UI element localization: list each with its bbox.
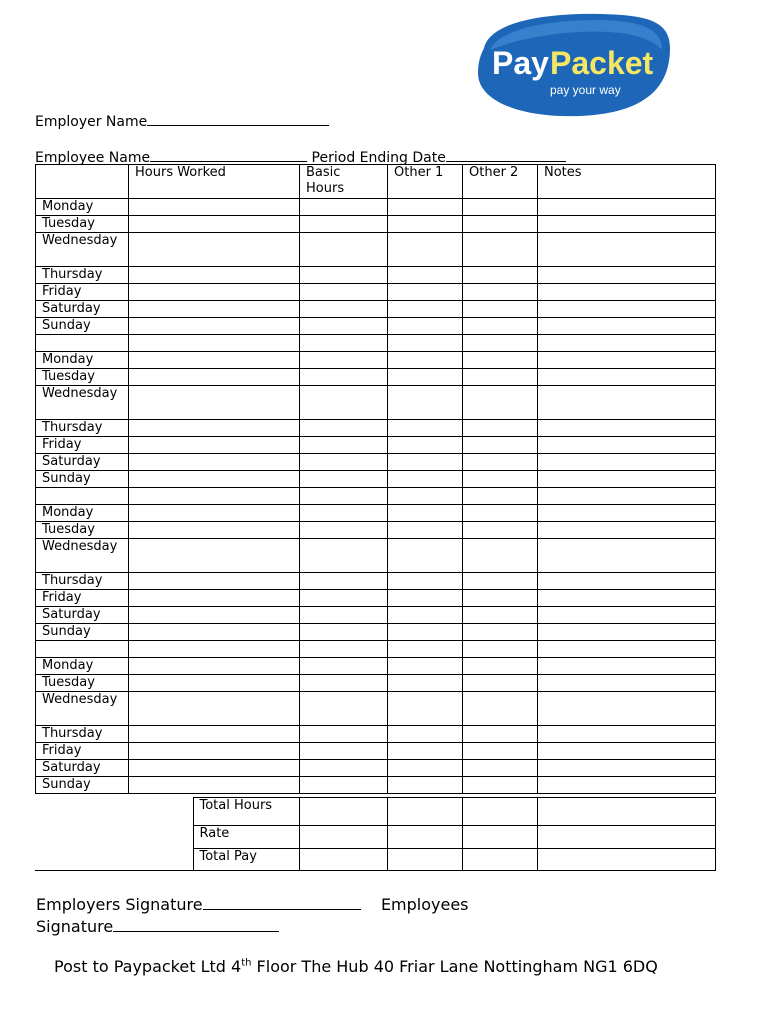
entry-cell[interactable] [463, 335, 538, 352]
day-label: Wednesday [36, 386, 129, 420]
entry-cell[interactable] [538, 454, 716, 471]
entry-cell[interactable] [463, 726, 538, 743]
entry-cell[interactable] [129, 726, 300, 743]
entry-cell[interactable] [538, 641, 716, 658]
rate-cell[interactable] [387, 826, 462, 849]
day-row [36, 386, 716, 420]
entry-cell[interactable] [463, 233, 538, 267]
employee-signature-label: Employees Signature [36, 895, 469, 936]
entry-cell[interactable] [538, 216, 716, 233]
entry-cell[interactable] [300, 692, 388, 726]
entry-cell[interactable] [129, 743, 300, 760]
day-label: Sunday [36, 318, 129, 335]
entry-cell[interactable] [129, 573, 300, 590]
entry-cell[interactable] [300, 488, 388, 505]
entry-cell[interactable] [388, 437, 463, 454]
day-row [36, 420, 716, 437]
entry-cell[interactable] [538, 199, 716, 216]
entry-cell[interactable] [129, 760, 300, 777]
rate-label: Rate [193, 826, 299, 849]
rate-cell[interactable] [299, 826, 387, 849]
day-row [36, 284, 716, 301]
entry-cell[interactable] [388, 352, 463, 369]
day-row [36, 675, 716, 692]
entry-cell[interactable] [538, 522, 716, 539]
rate-cell[interactable] [537, 826, 715, 849]
entry-cell[interactable] [300, 386, 388, 420]
entry-cell[interactable] [388, 488, 463, 505]
entry-cell[interactable] [463, 624, 538, 641]
entry-cell[interactable] [300, 369, 388, 386]
entry-cell[interactable] [300, 454, 388, 471]
entry-cell[interactable] [463, 216, 538, 233]
entry-cell[interactable] [300, 743, 388, 760]
period-ending-label: Period Ending Date [311, 150, 446, 166]
address-suffix: Floor The Hub 40 Friar Lane Nottingham NG1 6DQ [251, 957, 658, 976]
entry-cell[interactable] [300, 284, 388, 301]
employee-name-label: Employee Name [35, 150, 151, 166]
column-header: Basic Hours [300, 165, 388, 199]
day-label: Monday [36, 658, 129, 675]
day-row [36, 454, 716, 471]
day-label: Tuesday [36, 369, 129, 386]
address-sup: th [241, 957, 252, 969]
entry-cell[interactable] [388, 624, 463, 641]
entry-cell[interactable] [538, 352, 716, 369]
entry-cell[interactable] [129, 692, 300, 726]
employee-signature-line[interactable] [113, 915, 279, 932]
entry-cell[interactable] [463, 488, 538, 505]
employer-name-field[interactable] [35, 111, 329, 130]
day-label: Tuesday [36, 675, 129, 692]
day-label: Thursday [36, 726, 129, 743]
entry-cell[interactable] [538, 318, 716, 335]
entry-cell[interactable] [129, 539, 300, 573]
entry-cell[interactable] [388, 777, 463, 794]
entry-cell[interactable] [129, 352, 300, 369]
period-ending-line[interactable] [446, 147, 566, 162]
entry-cell[interactable] [300, 641, 388, 658]
day-row [36, 267, 716, 284]
day-label: Tuesday [36, 216, 129, 233]
entry-cell[interactable] [388, 301, 463, 318]
entry-cell[interactable] [129, 437, 300, 454]
address-prefix: Post to Paypacket Ltd 4 [54, 957, 242, 976]
entry-cell[interactable] [463, 454, 538, 471]
entry-cell[interactable] [129, 777, 300, 794]
entry-cell[interactable] [388, 369, 463, 386]
total-pay-cell[interactable] [387, 849, 462, 871]
entry-cell[interactable] [129, 199, 300, 216]
entry-cell[interactable] [388, 267, 463, 284]
entry-cell[interactable] [129, 658, 300, 675]
day-row [36, 318, 716, 335]
entry-cell[interactable] [538, 233, 716, 267]
entry-cell[interactable] [300, 522, 388, 539]
entry-cell[interactable] [129, 522, 300, 539]
entry-cell[interactable] [36, 335, 129, 352]
entry-cell[interactable] [538, 743, 716, 760]
entry-cell[interactable] [538, 369, 716, 386]
entry-cell[interactable] [388, 522, 463, 539]
day-label: Sunday [36, 777, 129, 794]
day-row [36, 471, 716, 488]
entry-cell[interactable] [300, 216, 388, 233]
entry-cell[interactable] [538, 488, 716, 505]
employer-signature-line[interactable] [203, 893, 361, 910]
entry-cell[interactable] [463, 692, 538, 726]
postal-address [54, 957, 658, 976]
entry-cell[interactable] [538, 386, 716, 420]
total-pay-label: Total Pay [193, 849, 299, 871]
entry-cell[interactable] [538, 437, 716, 454]
entry-cell[interactable] [463, 539, 538, 573]
entry-cell[interactable] [538, 692, 716, 726]
entry-cell[interactable] [300, 505, 388, 522]
entry-cell[interactable] [388, 607, 463, 624]
day-row [36, 437, 716, 454]
entry-cell[interactable] [388, 658, 463, 675]
entry-cell[interactable] [129, 471, 300, 488]
day-row [36, 522, 716, 539]
entry-cell[interactable] [388, 590, 463, 607]
entry-cell[interactable] [538, 658, 716, 675]
entry-cell[interactable] [388, 573, 463, 590]
entry-cell[interactable] [129, 505, 300, 522]
total-hours-cell[interactable] [299, 798, 387, 826]
entry-cell[interactable] [388, 454, 463, 471]
entry-cell[interactable] [300, 675, 388, 692]
entry-cell[interactable] [538, 539, 716, 573]
header-row [36, 165, 716, 199]
entry-cell[interactable] [129, 267, 300, 284]
day-label: Saturday [36, 301, 129, 318]
day-row [36, 233, 716, 267]
day-label: Saturday [36, 607, 129, 624]
entry-cell[interactable] [300, 199, 388, 216]
entry-cell[interactable] [129, 607, 300, 624]
entry-cell[interactable] [463, 318, 538, 335]
day-row [36, 199, 716, 216]
day-label: Wednesday [36, 539, 129, 573]
entry-cell[interactable] [129, 386, 300, 420]
entry-cell[interactable] [388, 216, 463, 233]
entry-cell[interactable] [463, 522, 538, 539]
entry-cell[interactable] [463, 658, 538, 675]
entry-cell[interactable] [463, 777, 538, 794]
day-label: Saturday [36, 454, 129, 471]
entry-cell[interactable] [300, 590, 388, 607]
entry-cell[interactable] [463, 641, 538, 658]
entry-cell[interactable] [388, 692, 463, 726]
entry-cell[interactable] [129, 233, 300, 267]
entry-cell[interactable] [129, 488, 300, 505]
entry-cell[interactable] [463, 352, 538, 369]
logo-tagline: pay your way [550, 83, 621, 97]
entry-cell[interactable] [300, 301, 388, 318]
day-label: Monday [36, 505, 129, 522]
entry-cell[interactable] [300, 335, 388, 352]
entry-cell[interactable] [129, 454, 300, 471]
entry-cell[interactable] [538, 505, 716, 522]
day-row [36, 301, 716, 318]
entry-cell[interactable] [36, 488, 129, 505]
employer-signature-label: Employers Signature [36, 895, 203, 914]
day-row [36, 624, 716, 641]
entry-cell[interactable] [129, 641, 300, 658]
day-label: Wednesday [36, 233, 129, 267]
day-row [36, 590, 716, 607]
spacer-row [36, 641, 716, 658]
timesheet-table [35, 164, 716, 794]
entry-cell[interactable] [538, 760, 716, 777]
day-label: Monday [36, 199, 129, 216]
day-row [36, 760, 716, 777]
entry-cell[interactable] [463, 437, 538, 454]
entry-cell[interactable] [388, 743, 463, 760]
entry-cell[interactable] [463, 471, 538, 488]
column-header: Notes [538, 165, 716, 199]
total-pay-cell[interactable] [462, 849, 537, 871]
entry-cell[interactable] [129, 301, 300, 318]
entry-cell[interactable] [388, 760, 463, 777]
entry-cell[interactable] [538, 573, 716, 590]
entry-cell[interactable] [388, 284, 463, 301]
entry-cell[interactable] [300, 624, 388, 641]
day-row [36, 369, 716, 386]
paypacket-logo [470, 8, 680, 123]
entry-cell[interactable] [129, 284, 300, 301]
signatures [36, 893, 506, 937]
column-header: Hours Worked [129, 165, 300, 199]
day-label: Thursday [36, 420, 129, 437]
entry-cell[interactable] [300, 437, 388, 454]
day-row [36, 692, 716, 726]
entry-cell[interactable] [463, 743, 538, 760]
day-row [36, 607, 716, 624]
entry-cell[interactable] [388, 471, 463, 488]
day-row [36, 505, 716, 522]
entry-cell[interactable] [388, 386, 463, 420]
spacer-row [36, 488, 716, 505]
entry-cell[interactable] [300, 318, 388, 335]
entry-cell[interactable] [388, 675, 463, 692]
total-hours-cell[interactable] [537, 798, 715, 826]
employer-name-label: Employer Name [35, 114, 148, 130]
entry-cell[interactable] [300, 658, 388, 675]
column-header [36, 165, 129, 199]
entry-cell[interactable] [463, 199, 538, 216]
entry-cell[interactable] [129, 335, 300, 352]
entry-cell[interactable] [463, 590, 538, 607]
day-row [36, 658, 716, 675]
day-row [36, 216, 716, 233]
entry-cell[interactable] [300, 233, 388, 267]
day-label: Friday [36, 284, 129, 301]
day-label: Friday [36, 743, 129, 760]
entry-cell[interactable] [300, 267, 388, 284]
day-row [36, 726, 716, 743]
entry-cell[interactable] [538, 726, 716, 743]
entry-cell[interactable] [300, 539, 388, 573]
total-hours-cell[interactable] [462, 798, 537, 826]
rate-cell[interactable] [462, 826, 537, 849]
entry-cell[interactable] [463, 369, 538, 386]
entry-cell[interactable] [388, 233, 463, 267]
total-hours-cell[interactable] [387, 798, 462, 826]
entry-cell[interactable] [300, 420, 388, 437]
entry-cell[interactable] [463, 420, 538, 437]
entry-cell[interactable] [300, 352, 388, 369]
entry-cell[interactable] [538, 624, 716, 641]
entry-cell[interactable] [538, 420, 716, 437]
entry-cell[interactable] [300, 573, 388, 590]
entry-cell[interactable] [538, 590, 716, 607]
column-header: Other 1 [388, 165, 463, 199]
entry-cell[interactable] [388, 539, 463, 573]
entry-cell[interactable] [129, 318, 300, 335]
entry-cell[interactable] [129, 624, 300, 641]
entry-cell[interactable] [538, 335, 716, 352]
entry-cell[interactable] [538, 301, 716, 318]
entry-cell[interactable] [463, 607, 538, 624]
total-pay-cell[interactable] [537, 849, 715, 871]
day-label: Monday [36, 352, 129, 369]
entry-cell[interactable] [300, 607, 388, 624]
employee-name-line[interactable] [150, 147, 307, 162]
entry-cell[interactable] [300, 471, 388, 488]
day-label: Thursday [36, 267, 129, 284]
day-label: Tuesday [36, 522, 129, 539]
entry-cell[interactable] [538, 675, 716, 692]
entry-cell[interactable] [463, 301, 538, 318]
entry-cell[interactable] [463, 386, 538, 420]
entry-cell[interactable] [463, 675, 538, 692]
column-header: Other 2 [463, 165, 538, 199]
day-label: Saturday [36, 760, 129, 777]
entry-cell[interactable] [129, 675, 300, 692]
entry-cell[interactable] [538, 284, 716, 301]
entry-cell[interactable] [388, 318, 463, 335]
entry-cell[interactable] [388, 641, 463, 658]
day-label: Thursday [36, 573, 129, 590]
logo-brand-packet: Packet [550, 45, 654, 81]
entry-cell[interactable] [388, 505, 463, 522]
day-row [36, 743, 716, 760]
logo-brand-pay: Pay [492, 45, 549, 81]
day-row [36, 539, 716, 573]
day-label: Friday [36, 590, 129, 607]
spacer-row [36, 335, 716, 352]
entry-cell[interactable] [388, 335, 463, 352]
day-label: Wednesday [36, 692, 129, 726]
day-label: Sunday [36, 624, 129, 641]
entry-cell[interactable] [388, 420, 463, 437]
employer-name-line[interactable] [147, 111, 329, 126]
entry-cell[interactable] [388, 726, 463, 743]
entry-cell[interactable] [129, 590, 300, 607]
entry-cell[interactable] [538, 267, 716, 284]
day-label: Sunday [36, 471, 129, 488]
entry-cell[interactable] [463, 573, 538, 590]
entry-cell[interactable] [129, 369, 300, 386]
entry-cell[interactable] [538, 471, 716, 488]
entry-cell[interactable] [463, 267, 538, 284]
totals-table [35, 797, 716, 871]
day-row [36, 352, 716, 369]
entry-cell[interactable] [129, 216, 300, 233]
entry-cell[interactable] [538, 777, 716, 794]
entry-cell[interactable] [300, 777, 388, 794]
entry-cell[interactable] [36, 641, 129, 658]
entry-cell[interactable] [463, 760, 538, 777]
entry-cell[interactable] [388, 199, 463, 216]
total-hours-label: Total Hours [193, 798, 299, 826]
day-row [36, 777, 716, 794]
entry-cell[interactable] [463, 505, 538, 522]
entry-cell[interactable] [300, 760, 388, 777]
total-pay-cell[interactable] [299, 849, 387, 871]
entry-cell[interactable] [463, 284, 538, 301]
day-row [36, 573, 716, 590]
entry-cell[interactable] [300, 726, 388, 743]
day-label: Friday [36, 437, 129, 454]
entry-cell[interactable] [538, 607, 716, 624]
entry-cell[interactable] [129, 420, 300, 437]
